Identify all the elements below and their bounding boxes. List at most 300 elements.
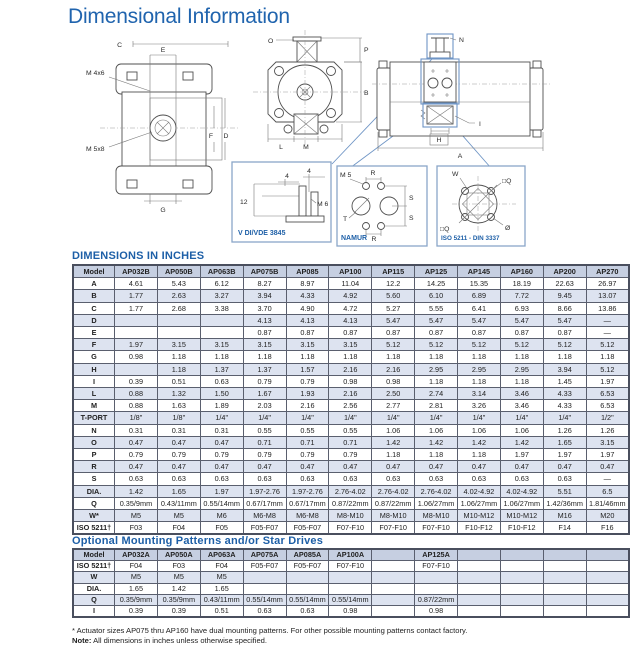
footnote-note	[72, 636, 467, 646]
table-cell: 0.87/22mm	[329, 497, 372, 509]
row-label: DIA.	[73, 583, 115, 594]
column-header: AP115	[372, 265, 415, 278]
row-label: D	[73, 314, 115, 326]
dim-label-m: M	[303, 144, 309, 151]
table-cell	[543, 594, 586, 605]
table-cell	[458, 594, 501, 605]
column-header: AP200	[543, 265, 586, 278]
table-cell: 3.15	[329, 339, 372, 351]
table-cell: 0.67/17mm	[286, 497, 329, 509]
table-cell: 1.42/36mm	[543, 497, 586, 509]
table-cell: 0.47	[415, 461, 458, 473]
table-cell: 4.33	[543, 400, 586, 412]
table-cell: F05	[200, 522, 243, 535]
table-cell	[372, 594, 415, 605]
table-cell: 0.88	[115, 400, 158, 412]
column-header: AP032A	[115, 549, 158, 561]
dim-label-e: E	[160, 47, 166, 54]
table-cell: 1/4"	[543, 412, 586, 424]
table-cell: 1/8"	[115, 412, 158, 424]
dim-label-b: B	[364, 90, 369, 97]
table-cell: 0.63	[543, 473, 586, 485]
table-cell: F07-F10	[415, 561, 458, 572]
table-cell: 6.53	[586, 388, 629, 400]
dimensions-table	[72, 264, 630, 535]
table-cell: 1.97	[500, 449, 543, 461]
namur-box-title: NAMUR	[341, 235, 368, 242]
table-cell	[458, 606, 501, 618]
table-row	[73, 461, 629, 473]
table-cell: 0.47	[243, 461, 286, 473]
table-cell: —	[586, 473, 629, 485]
table-cell: 0.87	[458, 327, 501, 339]
table-cell	[243, 583, 286, 594]
column-header: AP145	[458, 265, 501, 278]
table-cell: 4.13	[243, 314, 286, 326]
table-cell: 4.13	[329, 314, 372, 326]
table-cell: 0.47	[458, 461, 501, 473]
column-header: AP160	[500, 265, 543, 278]
table-cell	[586, 561, 629, 572]
table-cell: 5.12	[458, 339, 501, 351]
row-label: C	[73, 302, 115, 314]
table-cell	[458, 583, 501, 594]
table-cell: 1.06	[372, 424, 415, 436]
table-cell	[458, 572, 501, 583]
table-cell: F03	[157, 561, 200, 572]
row-label: T-PORT	[73, 412, 115, 424]
table-cell: 0.88	[115, 388, 158, 400]
table-cell: 26.97	[586, 278, 629, 290]
table-cell: 1/8"	[157, 412, 200, 424]
table-cell: 0.43/11mm	[157, 497, 200, 509]
table-cell: 4.13	[286, 314, 329, 326]
table-cell	[115, 363, 158, 375]
table-row	[73, 363, 629, 375]
table-cell: 1.18	[500, 375, 543, 387]
row-label: DIA.	[73, 485, 115, 497]
table-cell: 0.98	[329, 606, 372, 618]
table-cell: 0.47	[200, 461, 243, 473]
table-row	[73, 351, 629, 363]
table-cell: F07-F10	[329, 522, 372, 535]
table-cell: 7.72	[500, 290, 543, 302]
table-cell: 1.42	[500, 436, 543, 448]
table-cell: 5.47	[543, 314, 586, 326]
table-cell: 1.18	[458, 351, 501, 363]
row-label: B	[73, 290, 115, 302]
dimensions-table-heading: DIMENSIONS IN INCHES	[72, 250, 205, 262]
column-header: AP063A	[200, 549, 243, 561]
table-cell	[286, 572, 329, 583]
table-cell: 1/4"	[286, 412, 329, 424]
table-cell	[372, 572, 415, 583]
table-cell: 1/4"	[372, 412, 415, 424]
table-cell: 4.72	[329, 302, 372, 314]
table-cell: 2.76-4.02	[372, 485, 415, 497]
table-cell: 0.55	[329, 424, 372, 436]
table-cell: 3.94	[543, 363, 586, 375]
table-cell: 3.46	[500, 400, 543, 412]
table-cell: 1.18	[415, 351, 458, 363]
table-cell: 1.18	[200, 351, 243, 363]
vdivde-box-title: V DI/VDE 3845	[238, 230, 286, 237]
table-cell: 1.65	[200, 583, 243, 594]
column-header	[372, 549, 415, 561]
table-cell: 0.98	[372, 375, 415, 387]
table-cell: 0.63	[286, 606, 329, 618]
optional-table-heading: Optional Mounting Patterns and/or Star Drives	[72, 535, 324, 547]
table-cell: 11.04	[329, 278, 372, 290]
table-cell: 0.39	[157, 606, 200, 618]
table-cell: 8.97	[286, 278, 329, 290]
table-cell: 1.18	[157, 351, 200, 363]
dim-label-m5x8: M 5x8	[86, 146, 105, 153]
column-header: AP063B	[200, 265, 243, 278]
table-cell: 0.79	[200, 449, 243, 461]
table-cell: 0.47	[115, 461, 158, 473]
table-cell: 1.18	[243, 351, 286, 363]
namur-dim-r-top: R	[370, 170, 376, 177]
namur-detail-box	[337, 166, 427, 246]
table-cell: 0.47	[157, 436, 200, 448]
table-cell: M5	[200, 572, 243, 583]
table-cell: 1/4"	[415, 412, 458, 424]
table-row	[73, 327, 629, 339]
dim-label-d: D	[223, 133, 229, 140]
row-label: E	[73, 327, 115, 339]
table-cell: 0.63	[458, 473, 501, 485]
table-cell: 0.79	[286, 375, 329, 387]
table-cell: 1.50	[200, 388, 243, 400]
table-cell: M5	[115, 572, 158, 583]
table-cell: F10-F12	[458, 522, 501, 535]
table-row	[73, 594, 629, 605]
table-cell: 6.41	[458, 302, 501, 314]
column-header: AP075B	[243, 265, 286, 278]
table-cell: 0.51	[200, 606, 243, 618]
table-cell: 1.77	[115, 302, 158, 314]
vdivde-dim-4-left: 4	[285, 173, 289, 180]
table-cell: F03	[115, 522, 158, 535]
table-cell: 1.63	[157, 400, 200, 412]
table-row	[73, 302, 629, 314]
table-cell: F16	[586, 522, 629, 535]
table-cell: 4.92	[329, 290, 372, 302]
table-cell: 22.63	[543, 278, 586, 290]
table-cell: 0.71	[329, 436, 372, 448]
table-cell: 0.47	[286, 461, 329, 473]
table-cell: 0.35/9mm	[115, 594, 158, 605]
dim-label-c: C	[117, 42, 122, 49]
column-header: AP125	[415, 265, 458, 278]
table-cell: 1.81/46mm	[586, 497, 629, 509]
table-cell: 1.37	[243, 363, 286, 375]
table-cell: 2.81	[415, 400, 458, 412]
table-cell: 3.26	[458, 400, 501, 412]
table-cell: 5.51	[543, 485, 586, 497]
table-cell: 0.31	[157, 424, 200, 436]
header-row	[73, 549, 629, 561]
table-cell: 0.67/17mm	[243, 497, 286, 509]
table-cell: 14.25	[415, 278, 458, 290]
table-cell: 0.71	[286, 436, 329, 448]
column-header	[586, 549, 629, 561]
table-cell: 1.06	[458, 424, 501, 436]
table-cell	[543, 606, 586, 618]
table-cell: 5.12	[500, 339, 543, 351]
row-label: F	[73, 339, 115, 351]
table-cell: 9.45	[543, 290, 586, 302]
column-header: AP125A	[415, 549, 458, 561]
table-cell: 0.35/9mm	[115, 497, 158, 509]
table-cell: F04	[200, 561, 243, 572]
row-label: N	[73, 424, 115, 436]
table-cell: 3.15	[157, 339, 200, 351]
row-label: H	[73, 363, 115, 375]
table-cell: 4.33	[286, 290, 329, 302]
table-cell: 1.42	[157, 583, 200, 594]
optional-mounting-table	[72, 548, 630, 618]
dim-label-p: P	[364, 47, 369, 54]
table-cell	[500, 561, 543, 572]
table-cell: 0.55/14mm	[200, 497, 243, 509]
table-cell	[415, 572, 458, 583]
table-cell: 0.87/22mm	[372, 497, 415, 509]
column-header	[500, 549, 543, 561]
table-cell: 5.27	[372, 302, 415, 314]
table-cell: F10-F12	[500, 522, 543, 535]
table-cell: 0.63	[415, 473, 458, 485]
row-label: Q	[73, 594, 115, 605]
iso-dim-w: W	[452, 171, 459, 178]
table-cell: 2.63	[157, 290, 200, 302]
row-label: W*	[73, 510, 115, 522]
table-cell: F04	[115, 561, 158, 572]
table-cell: 4.02-4.92	[500, 485, 543, 497]
table-cell: 1.18	[458, 375, 501, 387]
table-cell: M5	[115, 510, 158, 522]
table-cell: 1.65	[543, 436, 586, 448]
table-cell: 1.65	[157, 485, 200, 497]
table-cell: 6.12	[200, 278, 243, 290]
table-cell: 3.14	[458, 388, 501, 400]
end-view-drawing	[253, 30, 369, 151]
table-cell: 0.47	[372, 461, 415, 473]
table-cell: 0.55/14mm	[329, 594, 372, 605]
table-cell: 0.63	[200, 473, 243, 485]
table-cell: 0.47	[200, 436, 243, 448]
table-cell: 0.87	[543, 327, 586, 339]
table-cell: 0.63	[200, 375, 243, 387]
table-cell: F05-F07	[243, 561, 286, 572]
table-cell: 0.51	[157, 375, 200, 387]
table-cell: 0.71	[243, 436, 286, 448]
dim-label-i: I	[479, 121, 481, 128]
table-cell: 2.16	[286, 400, 329, 412]
table-cell: 1.97	[586, 375, 629, 387]
table-cell: 1.18	[458, 449, 501, 461]
table-cell: F07-F10	[329, 561, 372, 572]
model-column-header: Model	[73, 265, 115, 278]
column-header: AP075A	[243, 549, 286, 561]
table-row	[73, 572, 629, 583]
table-cell: M6-M8	[243, 510, 286, 522]
table-cell: —	[586, 327, 629, 339]
table-cell: 5.55	[415, 302, 458, 314]
iso-dim-q-bottom: □Q	[440, 226, 450, 233]
table-cell: 0.87	[286, 327, 329, 339]
table-cell: M20	[586, 510, 629, 522]
table-cell: M10-M12	[458, 510, 501, 522]
table-cell: 6.53	[586, 400, 629, 412]
table-cell: 6.10	[415, 290, 458, 302]
namur-dim-t: T	[343, 216, 348, 223]
table-cell: 1.18	[372, 449, 415, 461]
vdivde-dim-12: 12	[240, 199, 248, 206]
table-cell: 0.63	[329, 473, 372, 485]
table-cell: 0.63	[115, 473, 158, 485]
table-cell: 0.87	[500, 327, 543, 339]
table-cell: 5.47	[458, 314, 501, 326]
table-cell: 5.43	[157, 278, 200, 290]
table-cell: 0.98	[415, 606, 458, 618]
table-cell: 0.55/14mm	[286, 594, 329, 605]
namur-dim-m5: M 5	[340, 172, 352, 179]
table-cell: 1.97	[200, 485, 243, 497]
table-cell: 6.89	[458, 290, 501, 302]
table-cell: 0.87	[243, 327, 286, 339]
table-cell: M6-M8	[286, 510, 329, 522]
table-cell: 0.79	[329, 449, 372, 461]
table-row	[73, 400, 629, 412]
table-cell	[500, 606, 543, 618]
table-cell: 0.55	[243, 424, 286, 436]
table-row	[73, 290, 629, 302]
table-cell: 1/4"	[500, 412, 543, 424]
table-cell: 1.18	[543, 351, 586, 363]
table-cell: 1.97-2.76	[243, 485, 286, 497]
table-cell: 3.15	[243, 339, 286, 351]
dim-label-f: F	[208, 133, 214, 140]
row-label: L	[73, 388, 115, 400]
dim-label-m4x6: M 4x6	[86, 70, 105, 77]
table-cell: F14	[543, 522, 586, 535]
table-cell: 13.07	[586, 290, 629, 302]
table-cell: 4.02-4.92	[458, 485, 501, 497]
table-cell: 5.12	[586, 363, 629, 375]
column-header: AP050A	[157, 549, 200, 561]
table-cell: 0.79	[115, 449, 158, 461]
header-row	[73, 265, 629, 278]
table-row	[73, 473, 629, 485]
iso-dim-q-top: □Q	[502, 178, 512, 185]
table-cell: F07-F10	[372, 522, 415, 535]
table-cell: 0.39	[115, 606, 158, 618]
column-header	[458, 549, 501, 561]
table-cell: 1.18	[157, 363, 200, 375]
table-cell: 0.47	[586, 461, 629, 473]
row-label: R	[73, 461, 115, 473]
table-cell: 2.76-4.02	[415, 485, 458, 497]
table-cell: 1.18	[586, 351, 629, 363]
table-row	[73, 510, 629, 522]
column-header: AP270	[586, 265, 629, 278]
table-cell: 0.31	[115, 424, 158, 436]
table-cell: F04	[157, 522, 200, 535]
technical-drawings	[0, 28, 632, 252]
table-cell: 1/4"	[458, 412, 501, 424]
iso-box-title: ISO 5211 - DIN 3337	[441, 235, 500, 242]
table-cell: M5	[157, 510, 200, 522]
table-cell: 1.42	[372, 436, 415, 448]
table-cell: —	[586, 314, 629, 326]
table-cell: 0.43/11mm	[200, 594, 243, 605]
table-cell: 3.38	[200, 302, 243, 314]
table-cell: 15.35	[458, 278, 501, 290]
table-cell: 3.27	[200, 290, 243, 302]
table-cell	[200, 314, 243, 326]
table-cell: 2.77	[372, 400, 415, 412]
table-cell	[115, 327, 158, 339]
row-label: W	[73, 572, 115, 583]
table-cell: F05-F07	[286, 561, 329, 572]
column-header: AP032B	[115, 265, 158, 278]
namur-dim-s-lower: S	[409, 215, 414, 222]
table-cell	[543, 561, 586, 572]
table-cell: 1.89	[200, 400, 243, 412]
footnotes	[72, 626, 467, 646]
table-row	[73, 522, 629, 535]
table-cell	[500, 583, 543, 594]
table-cell	[458, 561, 501, 572]
row-label: I	[73, 606, 115, 618]
table-cell	[157, 327, 200, 339]
table-cell: 0.87	[329, 327, 372, 339]
table-cell: 2.95	[458, 363, 501, 375]
table-cell: 2.16	[329, 363, 372, 375]
row-label: M	[73, 400, 115, 412]
dim-label-l: L	[279, 144, 283, 151]
table-cell: M8-M10	[329, 510, 372, 522]
table-cell: 0.63	[286, 473, 329, 485]
table-cell: 2.56	[329, 400, 372, 412]
table-cell: 2.50	[372, 388, 415, 400]
table-cell: M6	[200, 510, 243, 522]
table-cell: 0.47	[115, 436, 158, 448]
column-header: AP085A	[286, 549, 329, 561]
table-cell: 0.35/9mm	[157, 594, 200, 605]
table-cell: 1.18	[372, 351, 415, 363]
column-header: AP050B	[157, 265, 200, 278]
table-cell	[543, 572, 586, 583]
row-label: ISO 5211†	[73, 522, 115, 535]
table-cell: F05-F07	[286, 522, 329, 535]
table-cell: 2.95	[500, 363, 543, 375]
table-cell: 0.63	[500, 473, 543, 485]
table-cell: 4.61	[115, 278, 158, 290]
table-cell: 5.12	[372, 339, 415, 351]
table-cell	[543, 583, 586, 594]
table-row	[73, 314, 629, 326]
table-cell: 1.42	[458, 436, 501, 448]
table-cell: 3.15	[586, 436, 629, 448]
table-row	[73, 412, 629, 424]
table-cell: 2.16	[372, 363, 415, 375]
table-cell: 0.79	[286, 449, 329, 461]
table-cell: 1.06/27mm	[458, 497, 501, 509]
table-cell: 5.12	[543, 339, 586, 351]
